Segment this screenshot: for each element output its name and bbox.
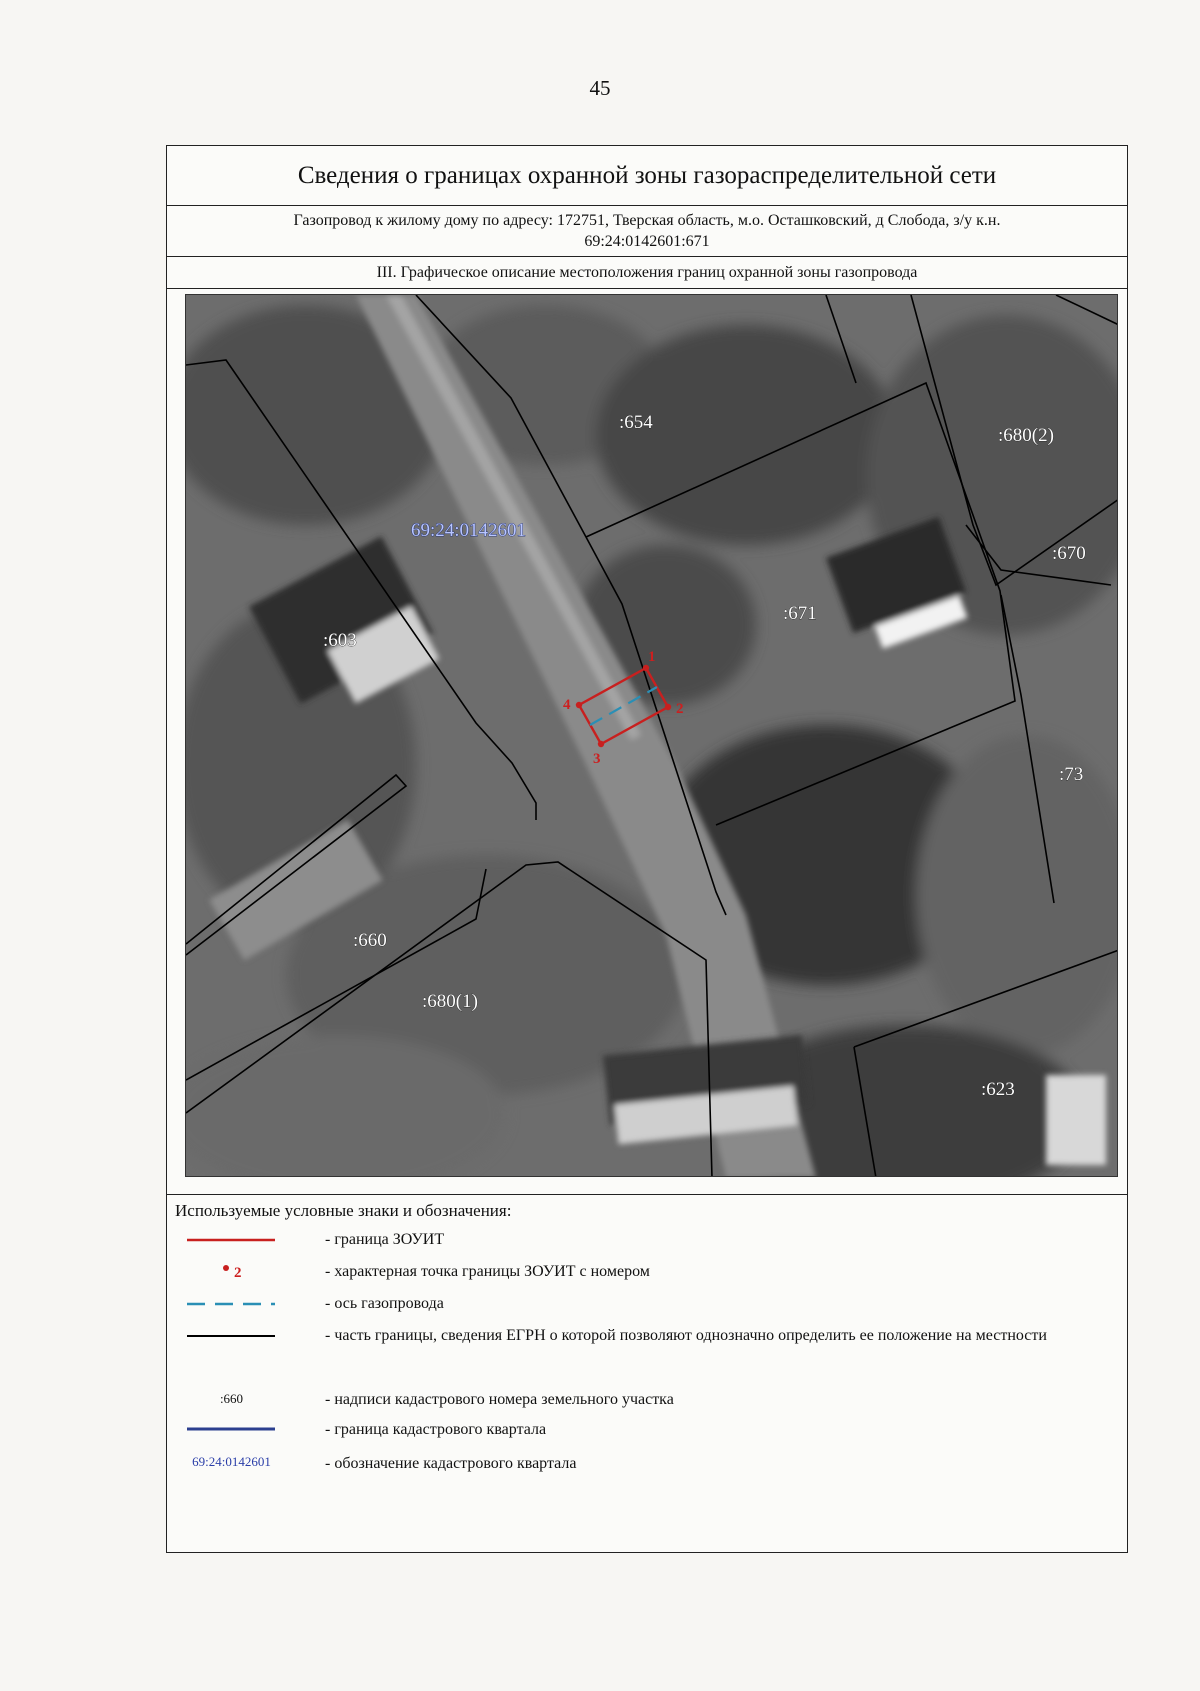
- point-label-1: 1: [648, 649, 656, 665]
- parcel-label-660: :660: [353, 930, 387, 951]
- parcel-label-680-1: :680(1): [422, 991, 478, 1012]
- parcel-label-654: :654: [619, 412, 653, 433]
- quarter-label: 69:24:0142601: [411, 520, 527, 541]
- boundary-point-3: [598, 741, 604, 747]
- legend-blue-dashed-symbol: [179, 1289, 284, 1319]
- parcel-label-680-2: :680(2): [998, 425, 1054, 446]
- legend-text: - обозначение кадастрового квартала: [325, 1455, 577, 1472]
- document-sheet: [166, 145, 1128, 1553]
- legend-text: - часть границы, сведения ЕГРН о которой позволяют однозначно определить ее положение на местности: [325, 1327, 1047, 1344]
- map-svg: [186, 295, 1118, 1177]
- parcel-label-73: :73: [1059, 764, 1084, 785]
- parcel-label-671: :671: [783, 603, 817, 624]
- legend-red-point-symbol: [179, 1257, 284, 1287]
- subtitle-line-2: 69:24:0142601:671: [584, 233, 710, 250]
- parcel-label-603: :603: [323, 630, 357, 651]
- boundary-point-4: [576, 702, 582, 708]
- legend-text: - характерная точка границы ЗОУИТ с номером: [325, 1263, 650, 1280]
- parcel-label-670: :670: [1052, 543, 1086, 564]
- legend-red-line-symbol: [179, 1225, 284, 1255]
- point-label-3: 3: [593, 751, 601, 767]
- subtitle-line-1: Газопровод к жилому дому по адресу: 172751, Тверская область, м.о. Осташковский, д Слобода, з/у к.н.: [293, 212, 1001, 229]
- legend-parcel-label-symbol: :660: [219, 1391, 244, 1406]
- section-title: III. Графическое описание местоположения границ охранной зоны газопровода: [167, 257, 1127, 289]
- point-label-2: 2: [676, 701, 684, 717]
- boundary-point-1: [643, 665, 649, 671]
- legend-black-line-symbol: [179, 1321, 284, 1351]
- legend-navy-line-symbol: [179, 1417, 284, 1447]
- map-panel: [185, 294, 1118, 1177]
- page-number: 45: [589, 76, 611, 100]
- legend-text: - ось газопровода: [325, 1295, 444, 1312]
- legend-text: - граница ЗОУИТ: [325, 1231, 445, 1248]
- parcel-label-623: :623: [981, 1079, 1015, 1100]
- legend-heading: Используемые условные знаки и обозначения:: [175, 1201, 512, 1220]
- legend-text: - граница кадастрового квартала: [325, 1421, 547, 1438]
- document-subtitle: [167, 206, 1127, 257]
- document-title: Сведения о границах охранной зоны газораспределительной сети: [167, 146, 1127, 206]
- legend-point-number: 2: [234, 1265, 242, 1281]
- legend-quarter-label-symbol: 69:24:0142601: [192, 1454, 271, 1469]
- legend-text: - надписи кадастрового номера земельного участка: [325, 1391, 674, 1408]
- point-label-4: 4: [563, 697, 571, 713]
- legend: [167, 1194, 1127, 1472]
- boundary-point-2: [665, 704, 671, 710]
